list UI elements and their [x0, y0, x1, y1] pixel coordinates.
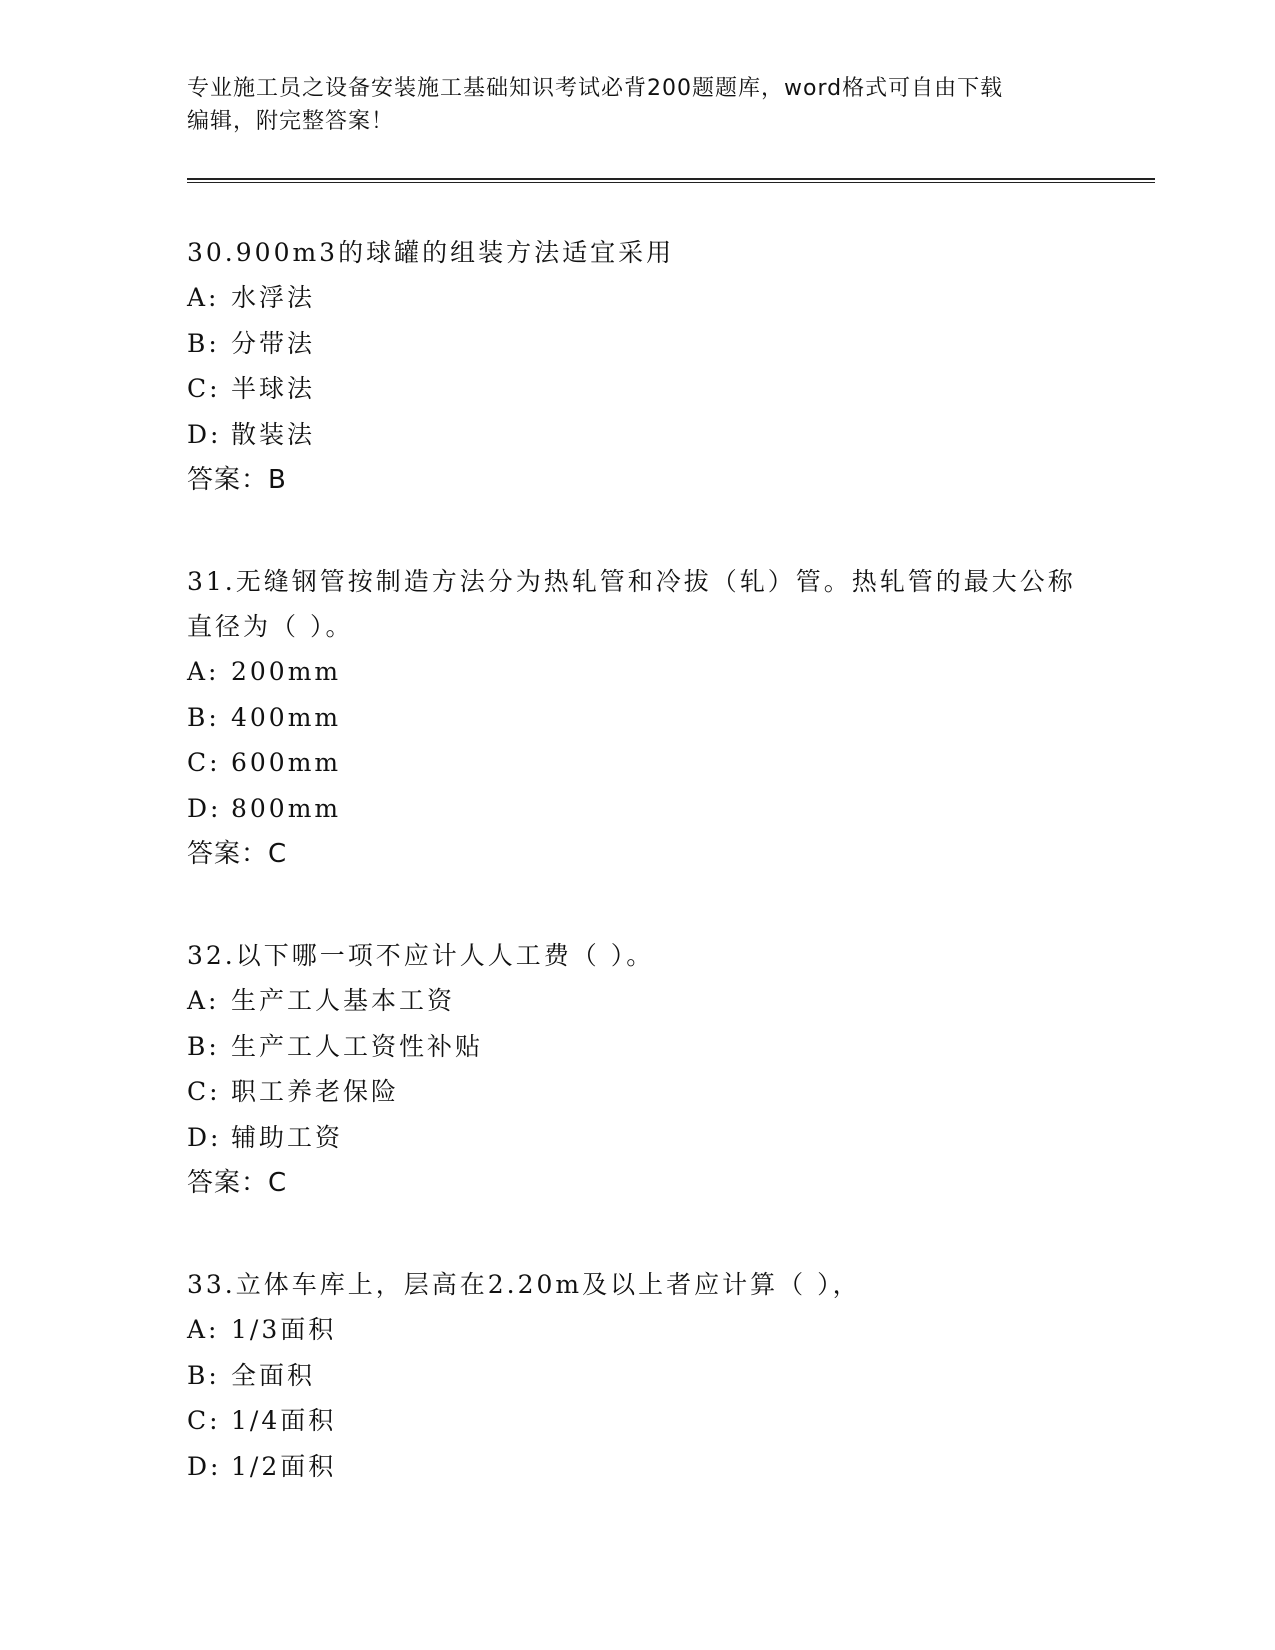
option-label: B:	[187, 328, 220, 358]
option-label: C:	[187, 374, 221, 403]
option-label: D:	[187, 1122, 222, 1152]
question-text: 31.无缝钢管按制造方法分为热轧管和冷拔（轧）管。热轧管的最大公称直径为（ ）。	[187, 567, 1076, 641]
option-d	[187, 412, 1087, 458]
question-list	[187, 230, 1087, 1545]
option-a	[187, 275, 1087, 321]
option-text: 半球法	[231, 374, 316, 403]
question-item	[187, 230, 1087, 503]
answer-line: 答案：B	[187, 465, 287, 495]
question-item	[187, 933, 1087, 1206]
option-a	[187, 978, 1087, 1024]
option-label: C:	[187, 1077, 221, 1106]
option-c	[187, 366, 1087, 412]
option-c	[187, 1398, 1087, 1444]
option-label: A:	[187, 283, 220, 312]
answer-line: 答案：C	[187, 839, 288, 869]
option-a	[187, 649, 1087, 695]
option-text: 200mm	[231, 657, 342, 686]
option-text: 600mm	[231, 748, 342, 777]
option-c	[187, 740, 1087, 786]
option-b	[187, 1024, 1087, 1070]
option-text: 800mm	[231, 793, 342, 823]
option-label: C:	[187, 1406, 221, 1435]
option-b	[187, 1353, 1087, 1399]
option-d	[187, 786, 1087, 832]
question-text: 33.立体车库上，层高在2.20m及以上者应计算（ ），	[187, 1270, 861, 1299]
question-item	[187, 559, 1087, 877]
option-a	[187, 1307, 1087, 1353]
option-label: B:	[187, 702, 220, 732]
option-text: 辅助工资	[231, 1122, 344, 1152]
option-text: 400mm	[231, 702, 342, 732]
option-label: D:	[187, 793, 222, 823]
question-text: 32.以下哪一项不应计人人工费（ ）。	[187, 941, 655, 970]
option-text: 水浮法	[231, 283, 316, 312]
option-text: 分带法	[231, 328, 316, 358]
question-item	[187, 1262, 1087, 1489]
option-label: C:	[187, 748, 221, 777]
option-text: 生产工人工资性补贴	[231, 1031, 484, 1061]
option-c	[187, 1069, 1087, 1115]
option-b	[187, 695, 1087, 741]
option-text: 1/4面积	[231, 1406, 337, 1435]
option-label: D:	[187, 419, 222, 449]
option-d	[187, 1115, 1087, 1161]
option-text: 职工养老保险	[231, 1077, 400, 1106]
option-label: A:	[187, 986, 220, 1015]
option-text: 1/3面积	[231, 1315, 337, 1344]
option-label: A:	[187, 657, 220, 686]
option-text: 全面积	[231, 1360, 316, 1390]
option-label: B:	[187, 1031, 220, 1061]
question-text: 30.900m3的球罐的组装方法适宜采用	[187, 238, 675, 267]
answer-line: 答案：C	[187, 1168, 288, 1198]
option-label: B:	[187, 1360, 220, 1390]
option-text: 1/2面积	[231, 1451, 337, 1481]
option-label: A:	[187, 1315, 220, 1344]
header-line-2: 编辑，附完整答案！	[187, 109, 395, 134]
option-label: D:	[187, 1451, 222, 1481]
option-text: 散装法	[231, 419, 316, 449]
header-divider	[187, 178, 1155, 183]
option-text: 生产工人基本工资	[231, 986, 456, 1015]
header-line-1: 专业施工员之设备安装施工基础知识考试必背200题题库，word格式可自由下载	[187, 76, 1004, 101]
option-b	[187, 321, 1087, 367]
option-d	[187, 1444, 1087, 1490]
document-header	[187, 72, 1067, 138]
